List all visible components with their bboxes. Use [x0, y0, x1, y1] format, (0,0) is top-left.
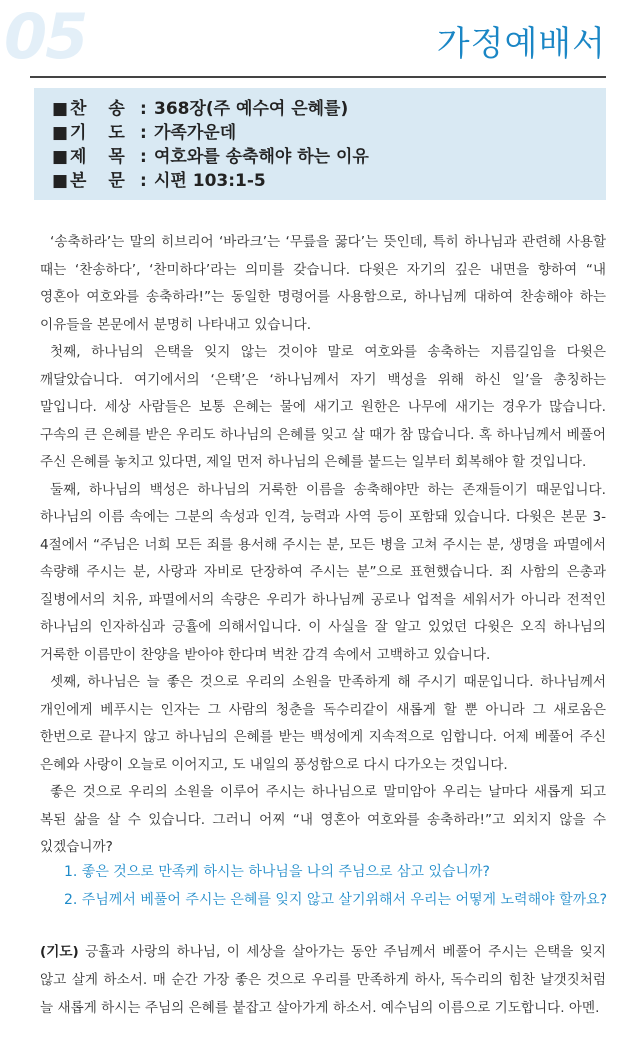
- bullet-square-icon: ■: [52, 171, 69, 191]
- question-item: 2. 주님께서 베풀어 주시는 은혜를 잊지 않고 살기위해서 우리는 어떻게 노력해야 할까요?: [64, 892, 608, 908]
- header-divider: [30, 76, 606, 78]
- closing-prayer: [40, 938, 606, 1022]
- prayer-text: 긍휼과 사랑의 하나님, 이 세상을 살아가는 동안 주님께서 베풀어 주시는 은택을 잊지 않고 살게 하소서. 매 순간 가장 좋은 것으로 우리를 만족하게 하사, 독수리의 힘찬 날갯짓처럼 늘 새롭게 하시는 주님의 은혜를 붙잡고 살아가게 하소서. 예수님의 이름으로 기도합니다. 아멘.: [40, 944, 606, 1016]
- prayer-label: (기도): [40, 944, 79, 960]
- info-label: 기 도: [70, 123, 133, 143]
- bullet-square-icon: ■: [52, 99, 69, 119]
- info-colon: :: [140, 147, 147, 167]
- info-hymn: [52, 97, 348, 121]
- sermon-body: [40, 229, 606, 862]
- discussion-questions: [64, 858, 624, 914]
- info-label: 본 문: [70, 171, 133, 191]
- info-value: 368장(주 예수여 은혜를): [154, 99, 349, 119]
- info-value: 시편 103:1-5: [154, 171, 266, 191]
- info-subject: [52, 145, 369, 169]
- question-item: 1. 좋은 것으로 만족케 하시는 하나님을 나의 주님으로 삼고 있습니까?: [64, 864, 490, 880]
- paragraph: 좋은 것으로 우리의 소원을 이루어 주시는 하나님으로 말미암아 우리는 날마다 새롭게 되고 복된 삶을 살 수 있습니다. 그러니 어찌 “내 영혼아 여호와를 송축하라!”고 외치지 않을 수 있겠습니까?: [40, 784, 606, 855]
- info-scripture: [52, 169, 266, 193]
- info-value: 가족가운데: [154, 123, 237, 143]
- info-label: 찬 송: [70, 99, 133, 119]
- paragraph: 셋째, 하나님은 늘 좋은 것으로 우리의 소원을 만족하게 해 주시기 때문입니다. 하나님께서 개인에게 베푸시는 인자는 그 사람의 청춘을 독수리같이 새롭게 할 뿐 아니라 그 새로움은 한번으로 끝나지 않고 하나님의 은혜를 받는 백성에게 지속적으로 임합니다. 어제 베풀어 주신 은혜와 사랑이 오늘로 이어지고, 도 내일의 풍성함으로 다시 다가오는 것입니다.: [40, 674, 606, 773]
- info-colon: :: [140, 99, 147, 119]
- info-value: 여호와를 송축해야 하는 이유: [154, 147, 369, 167]
- paragraph: ‘송축하라’는 말의 히브리어 ‘바라크’는 ‘무릎을 꿇다’는 뜻인데, 특히 하나님과 관련해 사용할 때는 ‘찬송하다’, ‘찬미하다’라는 의미를 갖습니다. 다윗은 자기의 깊은 내면을 향하여 “내 영혼아 여호와를 송축하라!”는 동일한 명령어를 사용함으로, 하나님께 대하여 찬송해야 하는 이유들을 본문에서 분명히 나타내고 있습니다.: [40, 234, 606, 333]
- info-label: 제 목: [70, 147, 133, 167]
- paragraph: 첫째, 하나님의 은택을 잊지 않는 것이야 말로 여호와를 송축하는 지름길임을 다윗은 깨달았습니다. 여기에서의 ‘은택’은 ‘하나님께서 자기 백성을 위해 하신 일’을 총칭하는 말입니다. 세상 사람들은 보통 은혜는 물에 새기고 원한은 나무에 새기는 경우가 많습니다. 구속의 큰 은혜를 받은 우리도 하나님의 은혜를 잊고 살 때가 참 많습니다. 혹 하나님께서 베풀어 주신 은혜를 놓치고 있다면, 제일 먼저 하나님의 은혜를 붙드는 일부터 회복해야 할 것입니다.: [40, 344, 606, 470]
- paragraph: 둘째, 하나님의 백성은 하나님의 거룩한 이름을 송축해야만 하는 존재들이기 때문입니다. 하나님의 이름 속에는 그분의 속성과 인격, 능력과 사역 등이 포함돼 있습니다. 다윗은 본문 3-4절에서 “주님은 너희 모든 죄를 용서해 주시는 분, 모든 병을 고쳐 주시는 분, 생명을 파멸에서 속량해 주시는 분, 사랑과 자비로 단장하여 주시는 분”으로 표현했습니다. 죄 사함의 은총과 질병에서의 치유, 파멸에서의 속량은 우리가 하나님께 공로나 업적을 세워서가 아니라 전적인 하나님의 인자하심과 긍휼에 의해서입니다. 이 사실을 잘 알고 있었던 다윗은 오직 하나님의 거룩한 이름만이 찬양을 받아야 한다며 벅찬 감격 속에서 고백하고 있습니다.: [40, 481, 606, 663]
- info-prayer: [52, 121, 236, 145]
- info-colon: :: [140, 123, 147, 143]
- page-number: 05: [4, 0, 87, 73]
- bullet-square-icon: ■: [52, 123, 69, 143]
- page-title: 가정예배서: [436, 24, 606, 64]
- info-colon: :: [140, 171, 147, 191]
- page-header: [0, 0, 640, 80]
- worship-info-box: [34, 88, 606, 200]
- prayer-text-block: [40, 938, 606, 1022]
- bullet-square-icon: ■: [52, 147, 69, 167]
